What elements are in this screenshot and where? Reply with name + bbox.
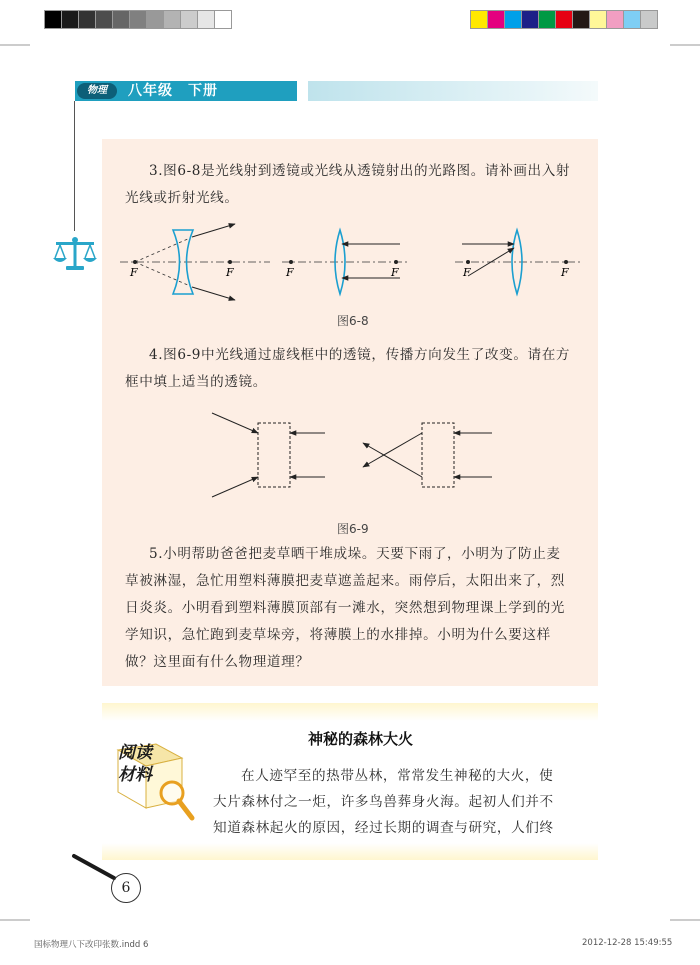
page-number: 6 — [111, 873, 141, 903]
exercise3-text-line1: 3.图6-8是光线射到透镜或光线从透镜射出的光路图。请补画出入射 — [149, 163, 571, 179]
magnifier-icon — [70, 852, 120, 882]
reading-line: 知道森林起火的原因，经过长期的调查与研究，人们终 — [213, 820, 554, 836]
focus-label: F — [391, 266, 399, 279]
exercise5-line: 5.小明帮助爸爸把麦草晒干堆成垛。天要下雨了，小明为了防止麦 — [149, 546, 561, 562]
margin-line — [74, 101, 75, 231]
exercise4-text-line2: 框中填上适当的透镜。 — [125, 374, 267, 390]
focus-label: F — [226, 266, 234, 279]
exercise5-line: 学知识，急忙跑到麦草垛旁，将薄膜上的水排掉。小明为什么要这样 — [125, 627, 551, 643]
focus-label: F — [286, 266, 294, 279]
subject-badge: 物理 — [77, 83, 117, 99]
figure-6-9 — [200, 405, 510, 505]
diagram-box-2 — [363, 423, 492, 487]
diagram-convex-lens-2 — [455, 230, 580, 294]
diagram-convex-lens-1 — [282, 230, 410, 294]
figure-6-8 — [110, 222, 590, 302]
focus-label: F — [463, 266, 471, 279]
reading-line: 大片森林付之一炬，许多鸟兽葬身火海。起初人们并不 — [213, 794, 554, 810]
focus-label: F — [130, 266, 138, 279]
footer-file: 国标物理八下改印张数.indd 6 — [34, 940, 149, 950]
exercise3-text-line2: 光线或折射光线。 — [125, 190, 239, 206]
reading-title: 神秘的森林大火 — [308, 730, 414, 748]
header-gradient-band — [308, 81, 598, 101]
balance-scale-icon — [52, 236, 98, 272]
reading-line: 在人迹罕至的热带丛林，常常发生神秘的大火，使 — [241, 768, 554, 784]
focus-label: F — [561, 266, 569, 279]
figure-caption-6-8: 图6-8 — [337, 314, 369, 328]
exercise4-text-line1: 4.图6-9中光线通过虚线框中的透镜，传播方向发生了改变。请在方 — [149, 347, 571, 363]
reading-badge — [118, 742, 152, 786]
reading-badge-line2: 材料 — [118, 765, 152, 785]
book-title: 八年级 下册 — [128, 83, 218, 99]
diagram-box-1 — [212, 413, 325, 497]
exercise5-line: 草被淋湿，急忙用塑料薄膜把麦草遮盖起来。雨停后，太阳出来了，烈 — [125, 573, 566, 589]
footer-timestamp: 2012-12-28 15:49:55 — [582, 938, 673, 948]
exercise5-line: 日炎炎。小明看到塑料薄膜顶部有一滩水，突然想到物理课上学到的光 — [125, 600, 566, 616]
figure-caption-6-9: 图6-9 — [337, 522, 369, 536]
reading-badge-line1: 阅读 — [118, 743, 152, 763]
diagram-concave-lens — [120, 224, 270, 300]
exercise5-line: 做？这里面有什么物理道理？ — [125, 654, 310, 670]
